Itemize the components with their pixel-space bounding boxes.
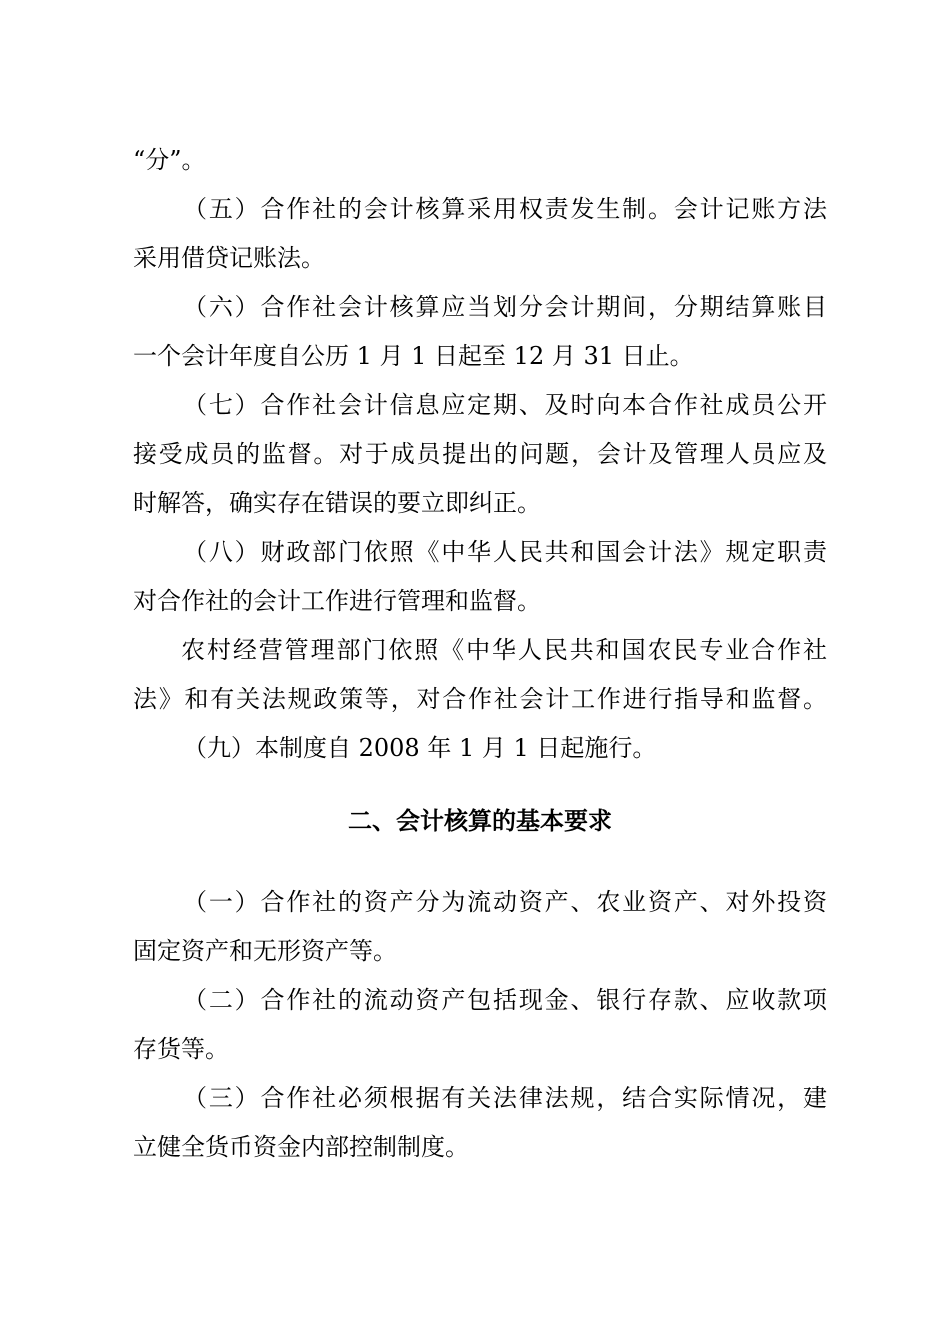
section-clause-2-line-1: （二）合作社的流动资产包括现金、银行存款、应收款项 [183, 986, 827, 1014]
clause-8-sub-line-1: 农村经营管理部门依照《中华人民共和国农民专业合作社 [181, 636, 827, 664]
clause-8-line-2: 对合作社的会计工作进行管理和监督。 [133, 587, 541, 615]
clause-6-line-2: 一个会计年度自公历 1 月 1 日起至 12 月 31 日止。 [133, 342, 694, 370]
spacer [133, 846, 827, 878]
clause-5-line-1: （五）合作社的会计核算采用权责发生制。会计记账方法 [183, 195, 827, 223]
text-line-fen: “分”。 [133, 146, 206, 174]
clause-5-line-2: 采用借贷记账法。 [133, 244, 325, 272]
section-clause-2-line-2: 存货等。 [133, 1035, 229, 1063]
clause-7-line-3: 时解答，确实存在错误的要立即纠正。 [133, 489, 541, 517]
section-clause-3-line-1: （三）合作社必须根据有关法律法规，结合实际情况，建 [183, 1084, 827, 1112]
clause-8-sub-line-2: 法》和有关法规政策等，对合作社会计工作进行指导和监督。 [133, 685, 827, 713]
clause-8-line-1: （八）财政部门依照《中华人民共和国会计法》规定职责 [183, 538, 827, 566]
section-heading: 二、会计核算的基本要求 [348, 807, 612, 835]
clause-9-line-1: （九）本制度自 2008 年 1 月 1 日起施行。 [183, 734, 657, 762]
section-clause-1-line-2: 固定资产和无形资产等。 [133, 937, 397, 965]
document-page [133, 136, 827, 1172]
section-clause-1-line-1: （一）合作社的资产分为流动资产、农业资产、对外投资 [183, 888, 827, 916]
clause-6-line-1: （六）合作社会计核算应当划分会计期间，分期结算账目 [183, 293, 827, 321]
clause-7-line-1: （七）合作社会计信息应定期、及时向本合作社成员公开 [183, 391, 827, 419]
section-clause-3-line-2: 立健全货币资金内部控制制度。 [133, 1133, 469, 1161]
clause-7-line-2: 接受成员的监督。对于成员提出的问题，会计及管理人员应及 [133, 440, 827, 468]
spacer [133, 773, 827, 797]
